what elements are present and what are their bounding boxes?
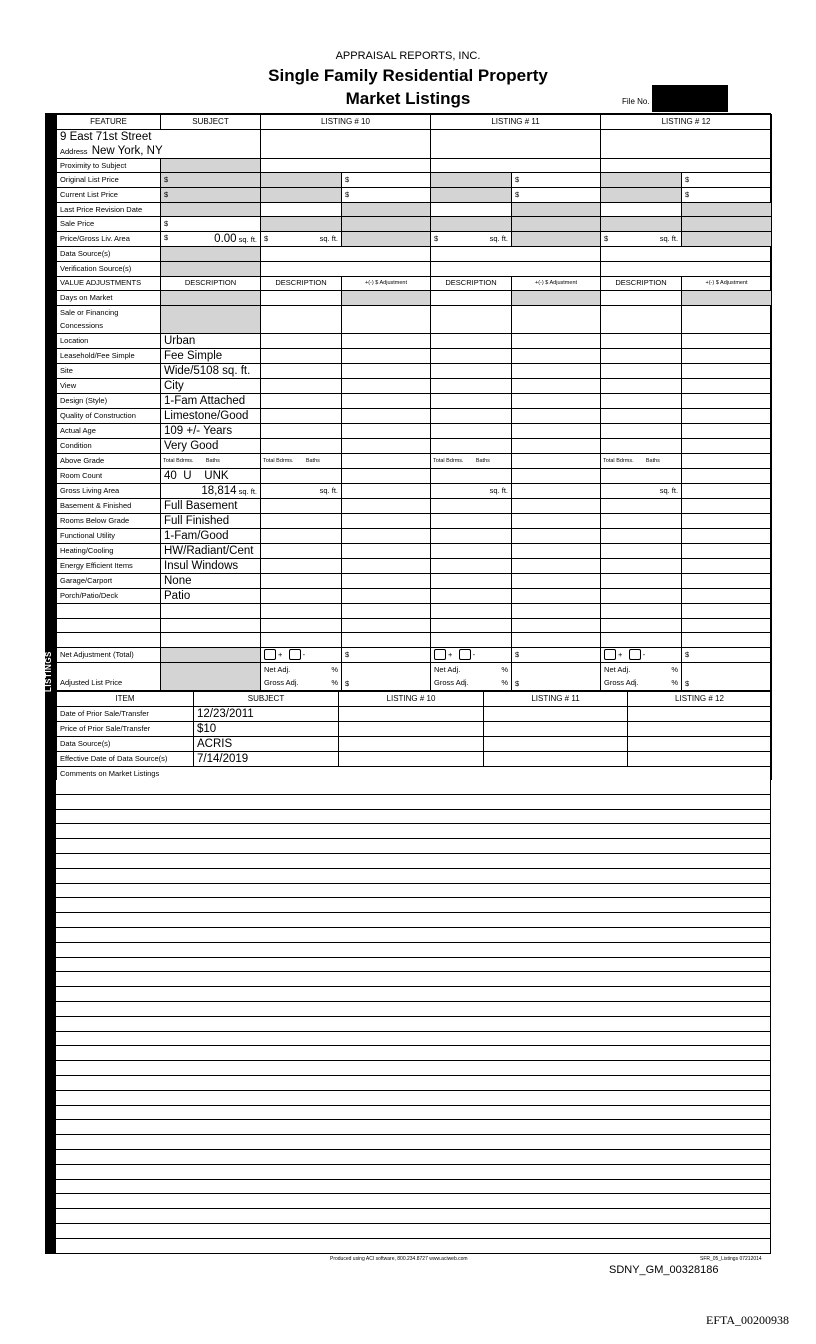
comment-line[interactable] — [56, 1106, 771, 1121]
footer-form-id: SFR_05_Listings 07212014 — [700, 1256, 762, 1262]
comment-line[interactable] — [56, 824, 771, 839]
row-view: View — [57, 379, 161, 394]
subject-age: 109 +/- Years — [161, 424, 261, 439]
comment-line[interactable] — [56, 1209, 771, 1224]
l11-plus-checkbox[interactable] — [434, 649, 446, 660]
row-gla: Gross Living Area — [57, 483, 161, 498]
comment-line[interactable] — [56, 943, 771, 958]
row-value-adj: VALUE ADJUSTMENTS — [57, 276, 161, 291]
efta-number: EFTA_00200938 — [706, 1313, 790, 1327]
footer-produced: Produced using ACI software, 800.234.8727 www.aciweb.com — [330, 1256, 468, 1262]
subject-total: 40 — [164, 469, 177, 482]
file-no-redaction — [652, 85, 728, 112]
subject-city: New York, NY — [91, 144, 163, 157]
row-last-rev: Last Price Revision Date — [57, 202, 161, 217]
subject-baths: UNK — [204, 469, 229, 482]
company-name: APPRAISAL REPORTS, INC. — [335, 50, 481, 62]
row-sale-price: Sale Price — [57, 217, 161, 232]
row-verif: Verification Source(s) — [57, 261, 161, 276]
side-label: LISTINGS — [44, 651, 53, 692]
comment-line[interactable] — [56, 1046, 771, 1061]
comment-line[interactable] — [56, 1150, 771, 1165]
row-net-adj: Net Adjustment (Total) — [57, 648, 161, 663]
comment-line[interactable] — [56, 987, 771, 1002]
prior-eff: 7/14/2019 — [194, 751, 339, 766]
subject-bdrms: U — [183, 469, 192, 482]
subject-energy: Insul Windows — [161, 558, 261, 573]
listings-grid: FEATURE SUBJECT LISTING # 10 LISTING # 11 LISTING # 12 9 East 71st Street Address New York, NY Proximity to Subject Original List Price $ $ $ $ Current List Price $ $ $ $ Last Price Revision Date Sale Price $ Price/Gross Liv. Area $ 0.00 sq. ft. $ sq. ft. $ sq. ft. $ sq. ft. Data Source(s) Verification Source(s) VALUE ADJUSTMENTS DESCRIPTION DESCRIPTION +(-) $ Adjustment DESCRIPTION +(-) $ Adjustment DESCRIPTION +(-) $ Adjustment Days on Market Sale or Financing Concessions Location Urban Leasehold/Fee Simple Fee Simple Site Wide/5108 sq. ft. View City Design (Style) 1-Fam Attached Quality of Construction Limestone/Good Actual Age 109 +/- Years Condition Very Good Above Grade Total Bdrms. Baths Total Bdrms. Baths Total Bdrms. Baths Total Bdrms. Baths Room Count 40 U UNK Gross Living Area 18,814 sq. ft. sq. ft. sq. ft. sq. ft. Basement & Finished Full Basement Rooms Below Grade Full Finished Functional Utility 1-Fam/Good Heating/Cooling HW/Radiant/Cent Energy Efficient Items Insul Windows Garage/Carport None Porch/Patio/Deck Patio Net Adjustment (Total) + - $ + - $ + - $ Net Adj. % $ Net Adj. % $ Net Adj. % $ Adjusted List Price Gross Adj. % Gross Adj. % Gross Adj. % — [56, 114, 772, 691]
col-item: ITEM — [57, 692, 194, 707]
col-prior-subject: SUBJECT — [194, 692, 339, 707]
subject-location: Urban — [161, 334, 261, 349]
subject-site: Wide/5108 sq. ft. — [161, 364, 261, 379]
prior-price: $10 — [194, 721, 339, 736]
comment-line[interactable] — [56, 795, 771, 810]
subject-garage: None — [161, 573, 261, 588]
row-prior-date: Date of Prior Sale/Transfer — [57, 706, 194, 721]
subject-porch: Patio — [161, 588, 261, 603]
comment-line[interactable] — [56, 913, 771, 928]
comment-line[interactable] — [56, 810, 771, 825]
row-age: Actual Age — [57, 424, 161, 439]
comments-area[interactable] — [56, 780, 771, 1254]
subject-view: City — [161, 379, 261, 394]
comment-line[interactable] — [56, 1032, 771, 1047]
row-prior-eff: Effective Date of Data Source(s) — [57, 751, 194, 766]
file-no-label: File No. — [622, 97, 650, 106]
form-subtitle: Market Listings — [345, 89, 471, 108]
row-condition: Condition — [57, 439, 161, 454]
comment-line[interactable] — [56, 1002, 771, 1017]
row-proximity: Proximity to Subject — [57, 158, 161, 173]
comment-line[interactable] — [56, 854, 771, 869]
row-garage: Garage/Carport — [57, 573, 161, 588]
prior-date: 12/23/2011 — [194, 706, 339, 721]
row-curr-price: Current List Price — [57, 188, 161, 203]
col-prior-l11: LISTING # 11 — [484, 692, 628, 707]
prior-sale-grid — [56, 691, 772, 780]
l12-plus-checkbox[interactable] — [604, 649, 616, 660]
subject-design: 1-Fam Attached — [161, 394, 261, 409]
row-dom: Days on Market — [57, 291, 161, 306]
comment-line[interactable] — [56, 1180, 771, 1195]
comment-line[interactable] — [56, 1224, 771, 1239]
col-feature: FEATURE — [57, 115, 161, 130]
comment-line[interactable] — [56, 1239, 771, 1254]
l11-address[interactable] — [431, 129, 601, 158]
address-label: Address — [60, 146, 88, 156]
comment-line[interactable] — [56, 958, 771, 973]
row-room-count: Room Count — [57, 468, 161, 483]
col-listing-10: LISTING # 10 — [261, 115, 431, 130]
row-above-grade: Above Grade — [57, 454, 161, 469]
row-adj-list: Adjusted List Price — [57, 676, 161, 690]
row-quality: Quality of Construction — [57, 409, 161, 424]
comment-line[interactable] — [56, 928, 771, 943]
subject-rooms-below: Full Finished — [161, 513, 261, 528]
row-functional: Functional Utility — [57, 528, 161, 543]
l11-minus-checkbox[interactable] — [459, 649, 471, 660]
comments-label: Comments on Market Listings — [57, 766, 772, 780]
subject-leasehold: Fee Simple — [161, 349, 261, 364]
subject-quality: Limestone/Good — [161, 409, 261, 424]
subject-basement: Full Basement — [161, 498, 261, 513]
bates-number: SDNY_GM_00328186 — [609, 1264, 719, 1276]
l12-minus-checkbox[interactable] — [629, 649, 641, 660]
subject-functional: 1-Fam/Good — [161, 528, 261, 543]
comment-line[interactable] — [56, 884, 771, 899]
row-orig-price: Original List Price — [57, 173, 161, 188]
comment-line[interactable] — [56, 898, 771, 913]
l10-address[interactable] — [261, 129, 431, 158]
row-prior-price: Price of Prior Sale/Transfer — [57, 721, 194, 736]
l12-address[interactable] — [601, 129, 772, 158]
subject-heating: HW/Radiant/Cent — [161, 543, 261, 558]
comment-line[interactable] — [56, 839, 771, 854]
row-heating: Heating/Cooling — [57, 543, 161, 558]
comment-line[interactable] — [56, 1120, 771, 1135]
row-rooms-below: Rooms Below Grade — [57, 513, 161, 528]
col-listing-12: LISTING # 12 — [601, 115, 772, 130]
subject-condition: Very Good — [161, 439, 261, 454]
col-prior-l12: LISTING # 12 — [628, 692, 772, 707]
col-listing-11: LISTING # 11 — [431, 115, 601, 130]
l10-minus-checkbox[interactable] — [289, 649, 301, 660]
row-data-src: Data Source(s) — [57, 247, 161, 262]
subject-gla: 18,814 — [201, 484, 237, 497]
row-design: Design (Style) — [57, 394, 161, 409]
row-porch: Porch/Patio/Deck — [57, 588, 161, 603]
form-title: Single Family Residential Property — [268, 66, 548, 85]
row-location: Location — [57, 334, 161, 349]
comment-line[interactable] — [56, 1061, 771, 1076]
comment-line[interactable] — [56, 972, 771, 987]
row-energy: Energy Efficient Items — [57, 558, 161, 573]
comment-line[interactable] — [56, 1017, 771, 1032]
comment-line[interactable] — [56, 1091, 771, 1106]
row-prior-src: Data Source(s) — [57, 736, 194, 751]
comment-line[interactable] — [56, 780, 771, 795]
prior-src: ACRIS — [194, 736, 339, 751]
comment-line[interactable] — [56, 1194, 771, 1209]
col-prior-l10: LISTING # 10 — [339, 692, 484, 707]
comment-line[interactable] — [56, 1165, 771, 1180]
comment-line[interactable] — [56, 1135, 771, 1150]
subject-price-gla: 0.00 — [214, 233, 237, 246]
subject-street: 9 East 71st Street — [57, 129, 261, 144]
l10-plus-checkbox[interactable] — [264, 649, 276, 660]
row-concessions: Concessions — [57, 320, 161, 334]
row-price-gla: Price/Gross Liv. Area — [57, 232, 161, 247]
row-sale-fin: Sale or Financing — [57, 305, 161, 319]
comment-line[interactable] — [56, 869, 771, 884]
comment-line[interactable] — [56, 1076, 771, 1091]
row-leasehold: Leasehold/Fee Simple — [57, 349, 161, 364]
col-subject: SUBJECT — [161, 115, 261, 130]
row-site: Site — [57, 364, 161, 379]
row-basement: Basement & Finished — [57, 498, 161, 513]
